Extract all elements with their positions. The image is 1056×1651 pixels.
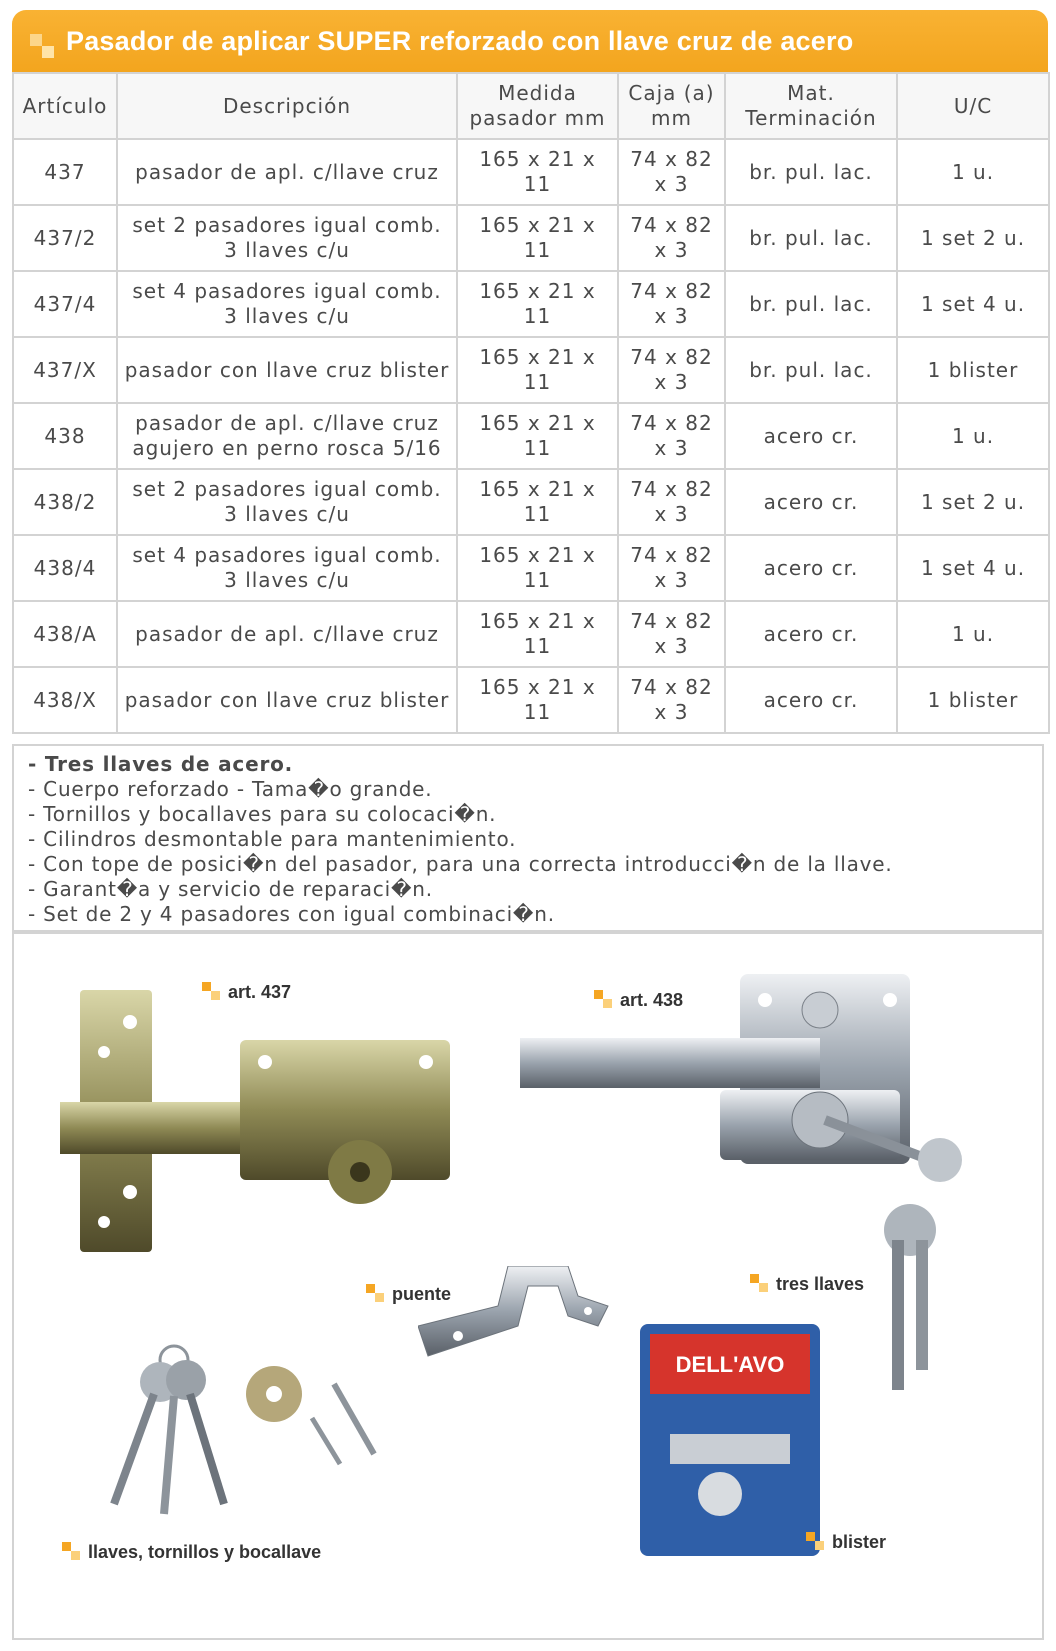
bridge-image [418, 1266, 618, 1376]
cell-uc: 1 u. [897, 601, 1049, 667]
cell-medida: 165 x 21 x 11 [457, 535, 618, 601]
table-row [13, 337, 1049, 403]
cell-terminacion: br. pul. lac. [725, 337, 897, 403]
title-bullet-icon [30, 34, 56, 60]
cell-articulo: 438/4 [13, 535, 117, 601]
cell-medida: 165 x 21 x 11 [457, 205, 618, 271]
product-photos [12, 932, 1044, 1640]
cell-descripcion: set 2 pasadores igual comb. 3 llaves c/u [117, 469, 457, 535]
table-header-row [13, 73, 1049, 139]
cell-terminacion: acero cr. [725, 403, 897, 469]
cell-descripcion: pasador con llave cruz blister [117, 337, 457, 403]
caption-blister [806, 1532, 886, 1553]
header-articulo: Artículo [13, 73, 117, 139]
cell-terminacion: br. pul. lac. [725, 205, 897, 271]
caption-puente [366, 1284, 451, 1305]
table-row [13, 667, 1049, 733]
blister-brand-text: DELL'AVO [675, 1352, 785, 1377]
cell-articulo: 437 [13, 139, 117, 205]
cell-articulo: 438 [13, 403, 117, 469]
page-title: Pasador de aplicar SUPER reforzado con llave cruz de acero [66, 26, 854, 56]
title-bar [12, 10, 1048, 72]
keys-screws-image [94, 1334, 414, 1524]
cell-caja: 74 x 82 x 3 [618, 139, 725, 205]
cell-caja: 74 x 82 x 3 [618, 271, 725, 337]
cell-uc: 1 set 4 u. [897, 271, 1049, 337]
cell-uc: 1 u. [897, 403, 1049, 469]
product-table [12, 72, 1050, 734]
feature-item: - Tornillos y bocallaves para su colocaci�n. [28, 802, 497, 826]
cell-descripcion: pasador de apl. c/llave cruz [117, 139, 457, 205]
cell-uc: 1 set 2 u. [897, 205, 1049, 271]
cell-uc: 1 blister [897, 667, 1049, 733]
caption-bullet-icon [806, 1532, 824, 1550]
cell-terminacion: acero cr. [725, 535, 897, 601]
table-row [13, 403, 1049, 469]
product-sheet [12, 10, 1048, 1642]
cell-medida: 165 x 21 x 11 [457, 601, 618, 667]
caption-text: art. 438 [620, 990, 684, 1010]
cell-articulo: 437/2 [13, 205, 117, 271]
cell-terminacion: br. pul. lac. [725, 139, 897, 205]
caption-bullet-icon [750, 1274, 768, 1292]
table-row [13, 469, 1049, 535]
feature-item: - Cilindros desmontable para mantenimiento. [28, 827, 517, 851]
cell-caja: 74 x 82 x 3 [618, 403, 725, 469]
caption-bullet-icon [366, 1284, 384, 1302]
features-list [12, 744, 1044, 932]
cell-medida: 165 x 21 x 11 [457, 469, 618, 535]
caption-art-437 [202, 982, 291, 1003]
cell-descripcion: pasador de apl. c/llave cruz agujero en perno rosca 5/16 [117, 403, 457, 469]
cell-articulo: 438/A [13, 601, 117, 667]
cell-caja: 74 x 82 x 3 [618, 469, 725, 535]
caption-art-438 [594, 990, 683, 1011]
cell-articulo: 437/4 [13, 271, 117, 337]
feature-item: - Cuerpo reforzado - Tama�o grande. [28, 777, 433, 801]
feature-item: - Set de 2 y 4 pasadores con igual combinaci�n. [28, 902, 555, 926]
table-row [13, 601, 1049, 667]
caption-text: puente [392, 1284, 452, 1304]
header-medida: Medida pasador mm [457, 73, 618, 139]
caption-text: art. 437 [228, 982, 292, 1002]
caption-llaves [62, 1542, 321, 1563]
cell-caja: 74 x 82 x 3 [618, 337, 725, 403]
cell-descripcion: set 4 pasadores igual comb. 3 llaves c/u [117, 271, 457, 337]
cell-descripcion: pasador con llave cruz blister [117, 667, 457, 733]
cell-caja: 74 x 82 x 3 [618, 205, 725, 271]
cell-articulo: 438/X [13, 667, 117, 733]
caption-bullet-icon [594, 990, 612, 1008]
feature-item: - Tres llaves de acero. [28, 752, 294, 776]
header-descripcion: Descripción [117, 73, 457, 139]
cell-uc: 1 u. [897, 139, 1049, 205]
header-uc: U/C [897, 73, 1049, 139]
caption-bullet-icon [202, 982, 220, 1000]
cell-medida: 165 x 21 x 11 [457, 271, 618, 337]
cell-uc: 1 set 2 u. [897, 469, 1049, 535]
cell-medida: 165 x 21 x 11 [457, 403, 618, 469]
cell-terminacion: br. pul. lac. [725, 271, 897, 337]
cell-medida: 165 x 21 x 11 [457, 667, 618, 733]
cell-caja: 74 x 82 x 3 [618, 535, 725, 601]
feature-item: - Con tope de posici�n del pasador, para una correcta introducci�n de la llave. [28, 852, 893, 876]
caption-tres-llaves [750, 1274, 864, 1295]
feature-item: - Garant�a y servicio de reparaci�n. [28, 877, 433, 901]
blister-package-image [640, 1324, 820, 1556]
latch-437-image [40, 982, 460, 1262]
header-caja: Caja (a) mm [618, 73, 725, 139]
header-terminacion: Mat. Terminación [725, 73, 897, 139]
cell-articulo: 438/2 [13, 469, 117, 535]
cell-caja: 74 x 82 x 3 [618, 667, 725, 733]
cell-articulo: 437/X [13, 337, 117, 403]
caption-text: blister [832, 1532, 887, 1552]
cell-uc: 1 set 4 u. [897, 535, 1049, 601]
table-row [13, 271, 1049, 337]
caption-text: llaves, tornillos y bocallave [88, 1542, 322, 1562]
cell-descripcion: set 2 pasadores igual comb. 3 llaves c/u [117, 205, 457, 271]
table-row [13, 205, 1049, 271]
table-row [13, 535, 1049, 601]
cell-descripcion: set 4 pasadores igual comb. 3 llaves c/u [117, 535, 457, 601]
cell-medida: 165 x 21 x 11 [457, 139, 618, 205]
caption-bullet-icon [62, 1542, 80, 1560]
cell-terminacion: acero cr. [725, 667, 897, 733]
cell-caja: 74 x 82 x 3 [618, 601, 725, 667]
cell-descripcion: pasador de apl. c/llave cruz [117, 601, 457, 667]
table-row [13, 139, 1049, 205]
cell-medida: 165 x 21 x 11 [457, 337, 618, 403]
cell-terminacion: acero cr. [725, 601, 897, 667]
cell-uc: 1 blister [897, 337, 1049, 403]
caption-text: tres llaves [776, 1274, 865, 1294]
cell-terminacion: acero cr. [725, 469, 897, 535]
